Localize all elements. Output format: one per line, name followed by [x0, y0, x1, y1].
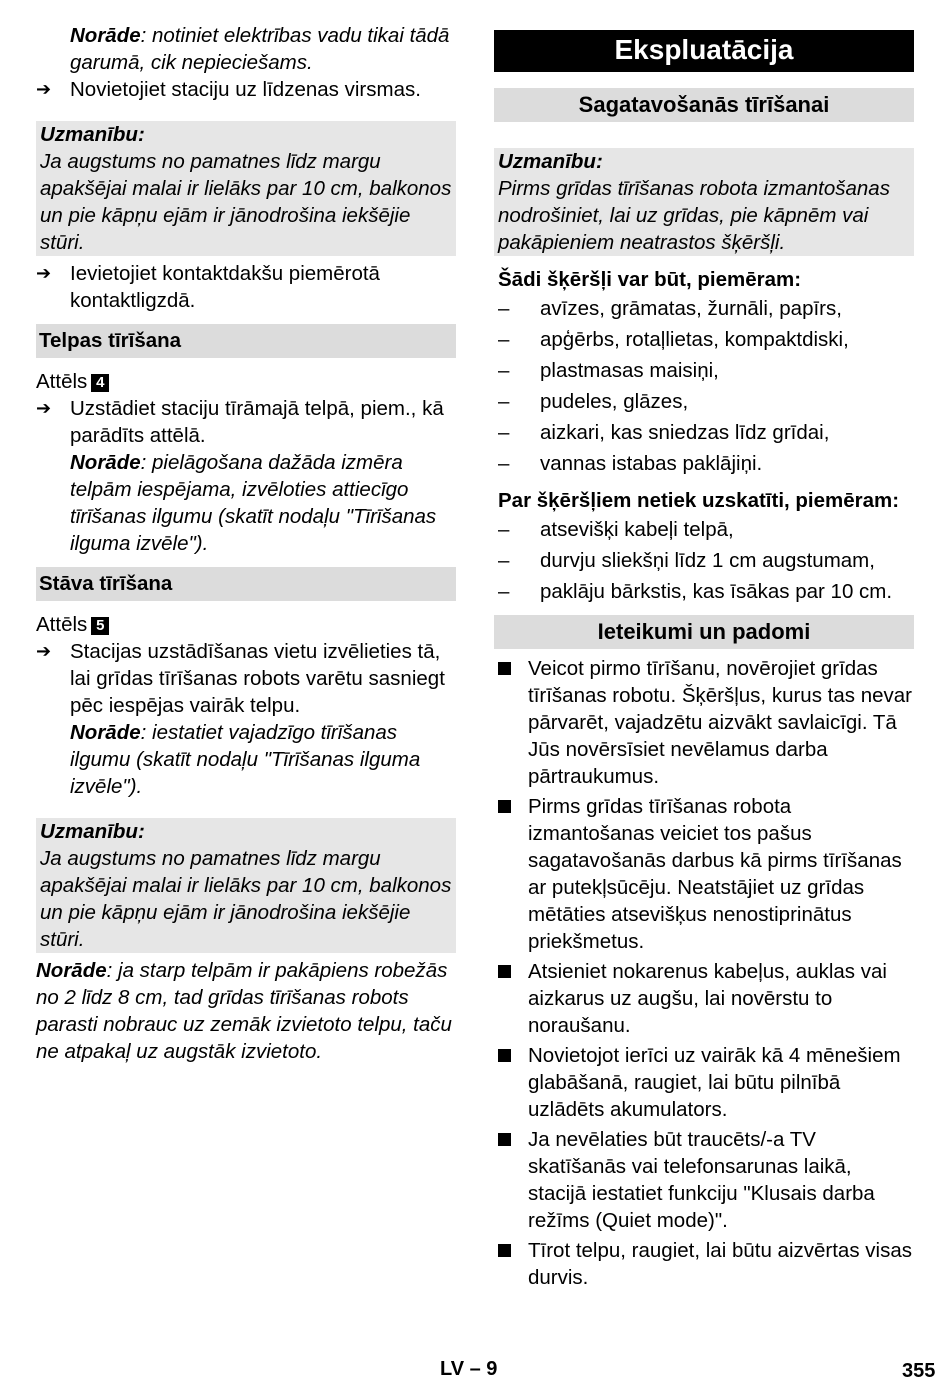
tip-text: Atsieniet nokarenus kabeļus, auklas vai aizkarus uz augšu, lai novērstu to noraušanu. [528, 960, 887, 1037]
note-step-height: Norāde: ja starp telpām ir pakāpiens robežās no 2 līdz 8 cm, tad grīdas tīrīšanas robots parasti nobrauc uz zemāk izvietoto telpu, taču ne atpakaļ uz augstāk izvietoto. [36, 959, 452, 1063]
tip-text: Ja nevēlaties būt traucēts/-a TV skatīšanās vai telefonsarunas laikā, stacijā iestatiet funkciju "Klusais darba režīms (Quiet mode)". [528, 1128, 875, 1232]
section-heading-room-cleaning: Telpas tīrīšana [36, 324, 456, 358]
note-cleaning-duration: Norāde: iestatiet vajadzīgo tīrīšanas ilgumu (skatīt nodaļu "Tīrīšanas ilguma izvēle"). [70, 721, 421, 798]
main-title: Ekspluatācija [494, 30, 914, 72]
figure-reference: Attēls 5 [36, 611, 456, 638]
list-item-text: aizkari, kas sniedzas līdz grīdai, [540, 421, 830, 444]
list-item-text: paklāju bārkstis, kas īsākas par 10 cm. [540, 580, 893, 603]
warning-box-obstacles: Uzmanību: Pirms grīdas tīrīšanas robota izmantošanas nodrošiniet, lai uz grīdas, pie kāpnēm vai pakāpieniem neatrastos šķēršļi. [494, 148, 914, 256]
dash-bullet: – [498, 549, 510, 572]
warning-box-balcony-2: Uzmanību: Ja augstums no pamatnes līdz margu apakšējai malai ir lielāks par 10 cm, balkonos un pie kāpņu ejām ir jānodrošina iekšējie stūri. [36, 818, 456, 953]
non-obstacles-heading: Par šķēršļiem netiek uzskatīti, piemēram: [498, 489, 900, 512]
square-bullet-icon [498, 965, 511, 978]
dash-bullet: – [498, 359, 510, 382]
tip-text: Tīrot telpu, raugiet, lai būtu aizvērtas visas durvis. [528, 1239, 912, 1289]
square-bullet-icon [498, 1244, 511, 1257]
list-item [494, 326, 914, 353]
list-item-text: plastmasas maisiņi, [540, 359, 719, 382]
tip-item [494, 1237, 914, 1291]
tip-text: Novietojot ierīci uz vairāk kā 4 mēnešiem glabāšanā, raugiet, lai būtu pilnībā uzlādēts akumulators. [528, 1044, 901, 1121]
list-item-text: vannas istabas paklājiņi. [540, 452, 763, 475]
list-item [494, 450, 914, 477]
list-item [494, 419, 914, 446]
list-item-text: apģērbs, rotaļlietas, kompaktdiski, [540, 328, 849, 351]
list-item [494, 357, 914, 384]
warning-box-balcony: Uzmanību: Ja augstums no pamatnes līdz margu apakšējai malai ir lielāks par 10 cm, balkonos un pie kāpņu ejām ir jānodrošina iekšējie stūri. [36, 121, 456, 256]
list-item-text: pudeles, glāzes, [540, 390, 689, 413]
tip-text: Pirms grīdas tīrīšanas robota izmantošanas veiciet tos pašus sagatavošanās darbus kā pirms tīrīšanas ar putekļsūcēju. Neatstājiet uz grīdas mētāties atsevišķus nenostiprinātus priekšmetus. [528, 795, 902, 953]
square-bullet-icon [498, 1133, 511, 1146]
dash-bullet: – [498, 421, 510, 444]
left-column [36, 22, 456, 1065]
obstacles-heading: Šādi šķēršļi var būt, piemēram: [498, 268, 802, 291]
square-bullet-icon [498, 1049, 511, 1062]
square-bullet-icon [498, 662, 511, 675]
footer-page-number: 355 [902, 1360, 936, 1382]
tip-text: Veicot pirmo tīrīšanu, novērojiet grīdas tīrīšanas robotu. Šķēršļus, kurus tas nevar pārvarēt, vajadzētu aizvākt savlaicīgi. Tā Jūs novērsīsiet nevēlamus darba pārtraukumus. [528, 657, 912, 788]
list-item-text: durvju sliekšņi līdz 1 cm augstumam, [540, 549, 875, 572]
step-plug-in: ➔ Ievietojiet kontaktdakšu piemērotā kontaktligzdā. [36, 262, 380, 312]
figure-number-badge: 4 [91, 374, 109, 392]
dash-bullet: – [498, 452, 510, 475]
tip-item [494, 958, 914, 1039]
figure-number-badge: 5 [91, 617, 109, 635]
note-cable-length: Norāde: notiniet elektrības vadu tikai tādā garumā, cik nepieciešams. [70, 24, 450, 74]
list-item [494, 295, 914, 322]
tip-item [494, 1126, 914, 1234]
subtitle-tips: Ieteikumi un padomi [494, 615, 914, 649]
footer-language-page: LV – 9 [440, 1358, 498, 1380]
list-item [494, 547, 914, 574]
arrow-right-icon: ➔ [36, 641, 52, 661]
dash-bullet: – [498, 328, 510, 351]
arrow-right-icon: ➔ [36, 263, 52, 283]
dash-bullet: – [498, 518, 510, 541]
list-item-text: avīzes, grāmatas, žurnāli, papīrs, [540, 297, 842, 320]
note-room-size: Norāde: pielāgošana dažāda izmēra telpām iespējama, izvēloties attiecīgo tīrīšanas ilgumu (skatīt nodaļu "Tīrīšanas ilguma izvēle"). [70, 451, 437, 555]
step-place-station: ➔ Novietojiet staciju uz līdzenas virsmas. [36, 78, 421, 101]
arrow-right-icon: ➔ [36, 79, 52, 99]
tips-list [494, 655, 914, 1291]
tip-item [494, 793, 914, 955]
subtitle-preparation: Sagatavošanās tīrīšanai [494, 88, 914, 122]
step-install-in-room: ➔ Uzstādiet staciju tīrāmajā telpā, piem., kā parādīts attēlā. [36, 397, 444, 447]
arrow-right-icon: ➔ [36, 398, 52, 418]
obstacles-list [494, 295, 914, 477]
section-heading-floor-cleaning: Stāva tīrīšana [36, 567, 456, 601]
non-obstacles-list [494, 516, 914, 605]
tip-item [494, 655, 914, 790]
list-item [494, 388, 914, 415]
list-item [494, 578, 914, 605]
dash-bullet: – [498, 390, 510, 413]
right-column [494, 22, 914, 1294]
list-item [494, 516, 914, 543]
figure-reference: Attēls 4 [36, 368, 456, 395]
square-bullet-icon [498, 800, 511, 813]
dash-bullet: – [498, 297, 510, 320]
dash-bullet: – [498, 580, 510, 603]
tip-item [494, 1042, 914, 1123]
list-item-text: atsevišķi kabeļi telpā, [540, 518, 734, 541]
step-choose-location: ➔ Stacijas uzstādīšanas vietu izvēlieties tā, lai grīdas tīrīšanas robots varētu sasniegt pēc iespējas vairāk telpu. [36, 640, 445, 717]
